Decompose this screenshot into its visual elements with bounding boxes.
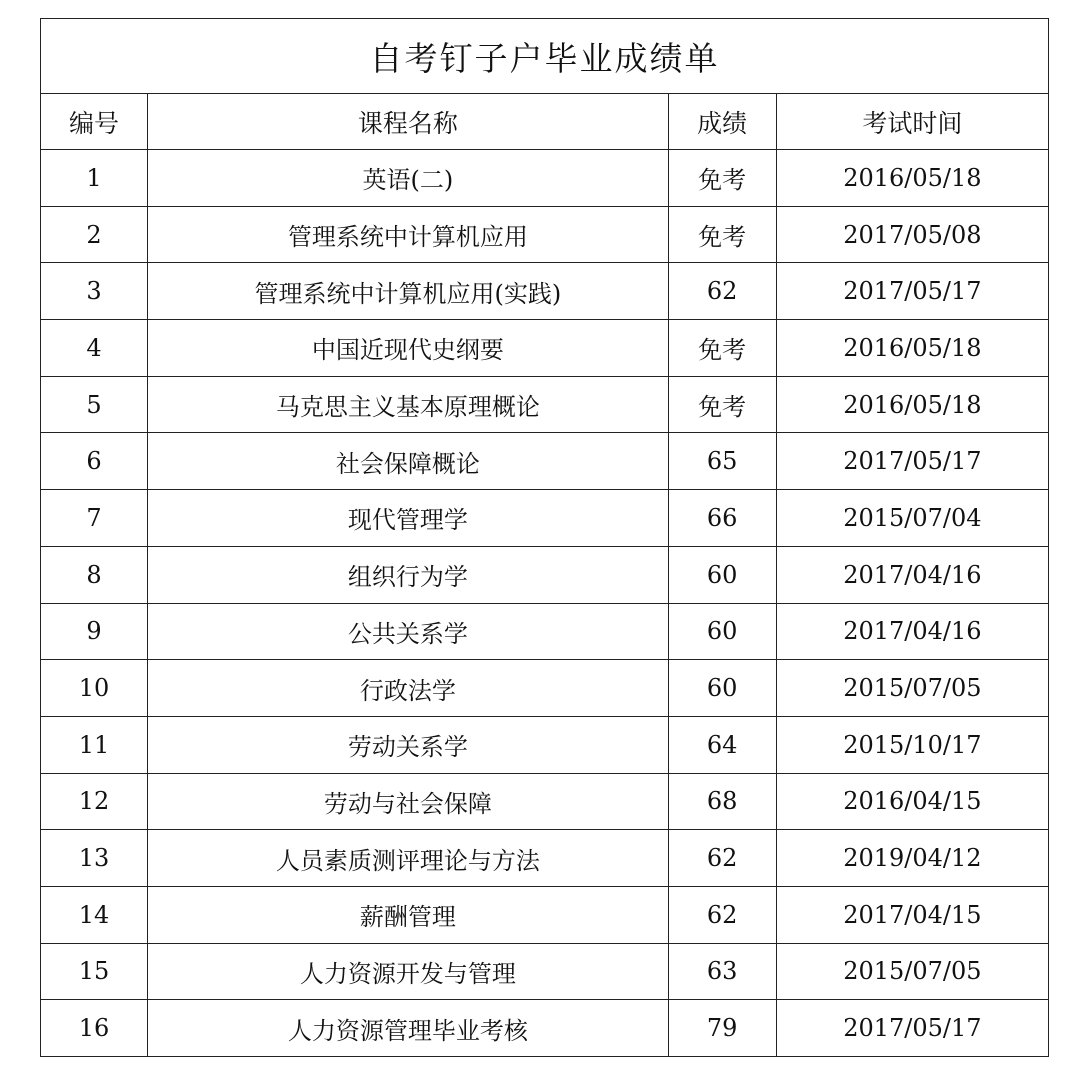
cell-no: 5: [41, 376, 148, 433]
cell-score: 64: [668, 716, 776, 773]
cell-no: 12: [41, 773, 148, 830]
table-row: [41, 263, 1049, 320]
cell-score: 免考: [668, 320, 776, 377]
cell-date: 2016/05/18: [776, 320, 1048, 377]
table-row: [41, 886, 1049, 943]
cell-course: 马克思主义基本原理概论: [148, 376, 669, 433]
cell-date: 2015/07/04: [776, 490, 1048, 547]
cell-score: 79: [668, 1000, 776, 1057]
cell-score: 63: [668, 943, 776, 1000]
cell-no: 8: [41, 546, 148, 603]
cell-date: 2016/05/18: [776, 376, 1048, 433]
cell-score: 免考: [668, 376, 776, 433]
table-row: [41, 376, 1049, 433]
cell-no: 2: [41, 206, 148, 263]
header-no: 编号: [41, 94, 148, 150]
cell-course: 劳动关系学: [148, 716, 669, 773]
cell-no: 9: [41, 603, 148, 660]
sheet-title: 自考钉子户毕业成绩单: [41, 19, 1049, 94]
cell-date: 2017/04/16: [776, 546, 1048, 603]
table-row: [41, 943, 1049, 1000]
cell-score: 66: [668, 490, 776, 547]
cell-score: 免考: [668, 150, 776, 207]
table-row: [41, 830, 1049, 887]
cell-no: 4: [41, 320, 148, 377]
table-row: [41, 150, 1049, 207]
cell-date: 2017/05/17: [776, 1000, 1048, 1057]
cell-no: 3: [41, 263, 148, 320]
table-row: [41, 603, 1049, 660]
grade-table: [40, 18, 1049, 1057]
cell-date: 2015/10/17: [776, 716, 1048, 773]
cell-no: 10: [41, 660, 148, 717]
header-row: [41, 94, 1049, 150]
table-row: [41, 546, 1049, 603]
table-body: [41, 150, 1049, 1057]
cell-date: 2015/07/05: [776, 943, 1048, 1000]
cell-course: 管理系统中计算机应用(实践): [148, 263, 669, 320]
cell-score: 60: [668, 660, 776, 717]
cell-course: 薪酬管理: [148, 886, 669, 943]
cell-course: 组织行为学: [148, 546, 669, 603]
cell-date: 2017/05/17: [776, 433, 1048, 490]
table-row: [41, 320, 1049, 377]
cell-course: 公共关系学: [148, 603, 669, 660]
table-row: [41, 716, 1049, 773]
header-score: 成绩: [668, 94, 776, 150]
cell-course: 人力资源开发与管理: [148, 943, 669, 1000]
cell-course: 管理系统中计算机应用: [148, 206, 669, 263]
cell-date: 2016/04/15: [776, 773, 1048, 830]
cell-course: 行政法学: [148, 660, 669, 717]
table-row: [41, 1000, 1049, 1057]
header-date: 考试时间: [776, 94, 1048, 150]
cell-date: 2019/04/12: [776, 830, 1048, 887]
cell-date: 2017/04/16: [776, 603, 1048, 660]
table-row: [41, 773, 1049, 830]
cell-course: 人力资源管理毕业考核: [148, 1000, 669, 1057]
cell-course: 英语(二): [148, 150, 669, 207]
cell-no: 6: [41, 433, 148, 490]
cell-no: 16: [41, 1000, 148, 1057]
header-course: 课程名称: [148, 94, 669, 150]
cell-date: 2017/04/15: [776, 886, 1048, 943]
cell-no: 11: [41, 716, 148, 773]
table-row: [41, 660, 1049, 717]
cell-score: 60: [668, 546, 776, 603]
cell-score: 免考: [668, 206, 776, 263]
cell-no: 13: [41, 830, 148, 887]
table-row: [41, 490, 1049, 547]
cell-course: 现代管理学: [148, 490, 669, 547]
cell-no: 14: [41, 886, 148, 943]
title-row: [41, 19, 1049, 94]
cell-course: 社会保障概论: [148, 433, 669, 490]
cell-score: 62: [668, 830, 776, 887]
cell-date: 2017/05/17: [776, 263, 1048, 320]
cell-course: 中国近现代史纲要: [148, 320, 669, 377]
cell-no: 1: [41, 150, 148, 207]
cell-date: 2015/07/05: [776, 660, 1048, 717]
cell-score: 62: [668, 886, 776, 943]
cell-course: 劳动与社会保障: [148, 773, 669, 830]
cell-date: 2017/05/08: [776, 206, 1048, 263]
cell-date: 2016/05/18: [776, 150, 1048, 207]
cell-no: 15: [41, 943, 148, 1000]
cell-no: 7: [41, 490, 148, 547]
cell-course: 人员素质测评理论与方法: [148, 830, 669, 887]
table-row: [41, 206, 1049, 263]
table-row: [41, 433, 1049, 490]
cell-score: 65: [668, 433, 776, 490]
cell-score: 68: [668, 773, 776, 830]
cell-score: 62: [668, 263, 776, 320]
cell-score: 60: [668, 603, 776, 660]
